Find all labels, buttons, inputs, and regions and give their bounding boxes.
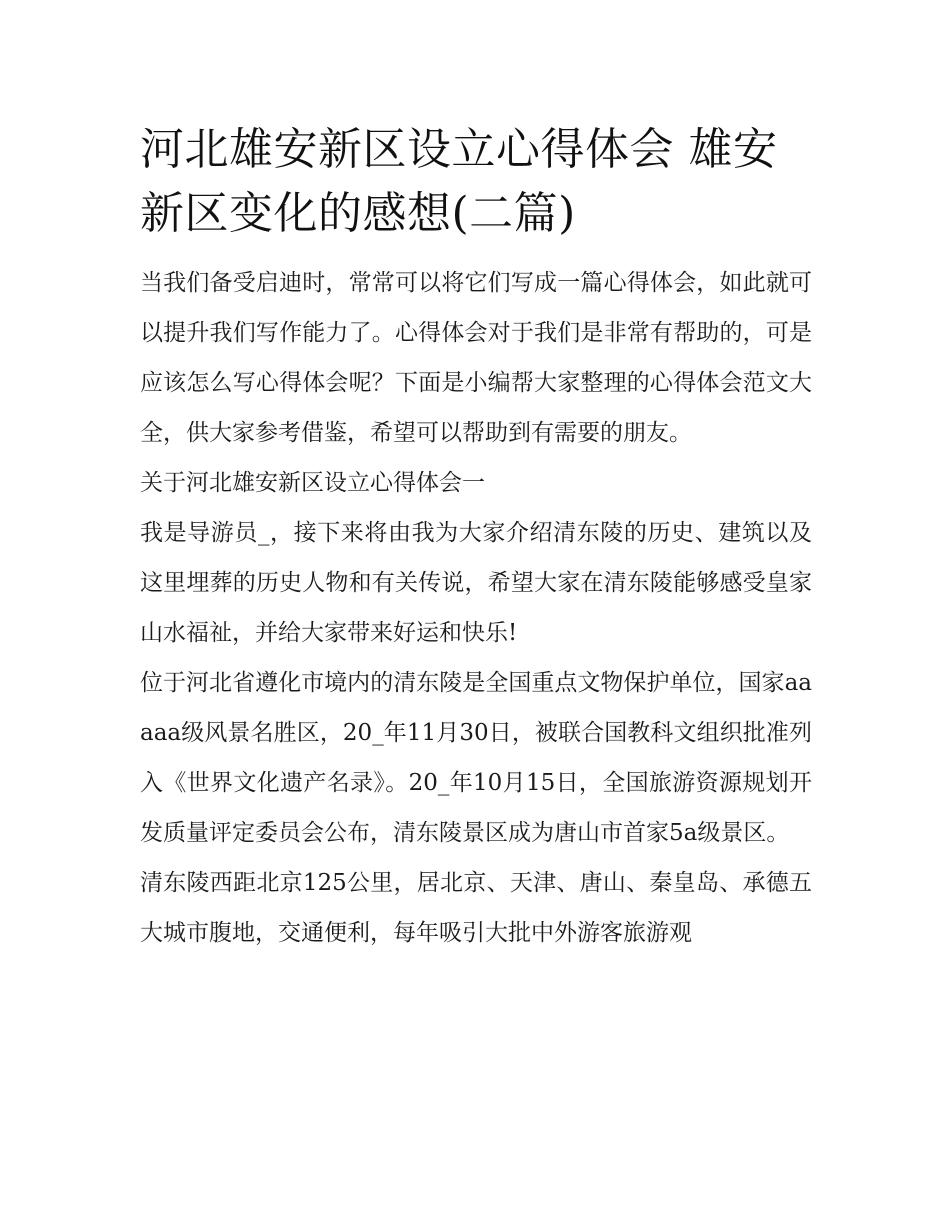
intro-paragraph: 当我们备受启迪时，常常可以将它们写成一篇心得体会，如此就可以提升我们写作能力了。心得体会对于我们是非常有帮助的，可是应该怎么写心得体会呢？下面是小编帮大家整理的心得体会范文大全，供大家参考借鉴，希望可以帮助到有需要的朋友。 xyxy=(140,270,812,446)
body-paragraph: 我是导游员_，接下来将由我为大家介绍清东陵的历史、建筑以及这里埋葬的历史人物和有关传说，希望大家在清东陵能够感受皇家山水福祉，并给大家带来好运和快乐! xyxy=(140,520,812,646)
document-title: 河北雄安新区设立心得体会 雄安新区变化的感想(二篇) xyxy=(140,124,778,239)
section-heading: 关于河北雄安新区设立心得体会一 xyxy=(140,470,485,496)
document-content xyxy=(140,118,812,958)
body-paragraph: 位于河北省遵化市境内的清东陵是全国重点文物保护单位，国家aaaaa级风景名胜区，20_年11月30日，被联合国教科文组织批准列入《世界文化遗产名录》。20_年10月15日，全国旅游资源规划开发质量评定委员会公布，清东陵景区成为唐山市首家5a级景区。 xyxy=(140,670,812,846)
body-paragraph: 清东陵西距北京125公里，居北京、天津、唐山、秦皇岛、承德五大城市腹地，交通便利，每年吸引大批中外游客旅游观 xyxy=(140,870,812,946)
